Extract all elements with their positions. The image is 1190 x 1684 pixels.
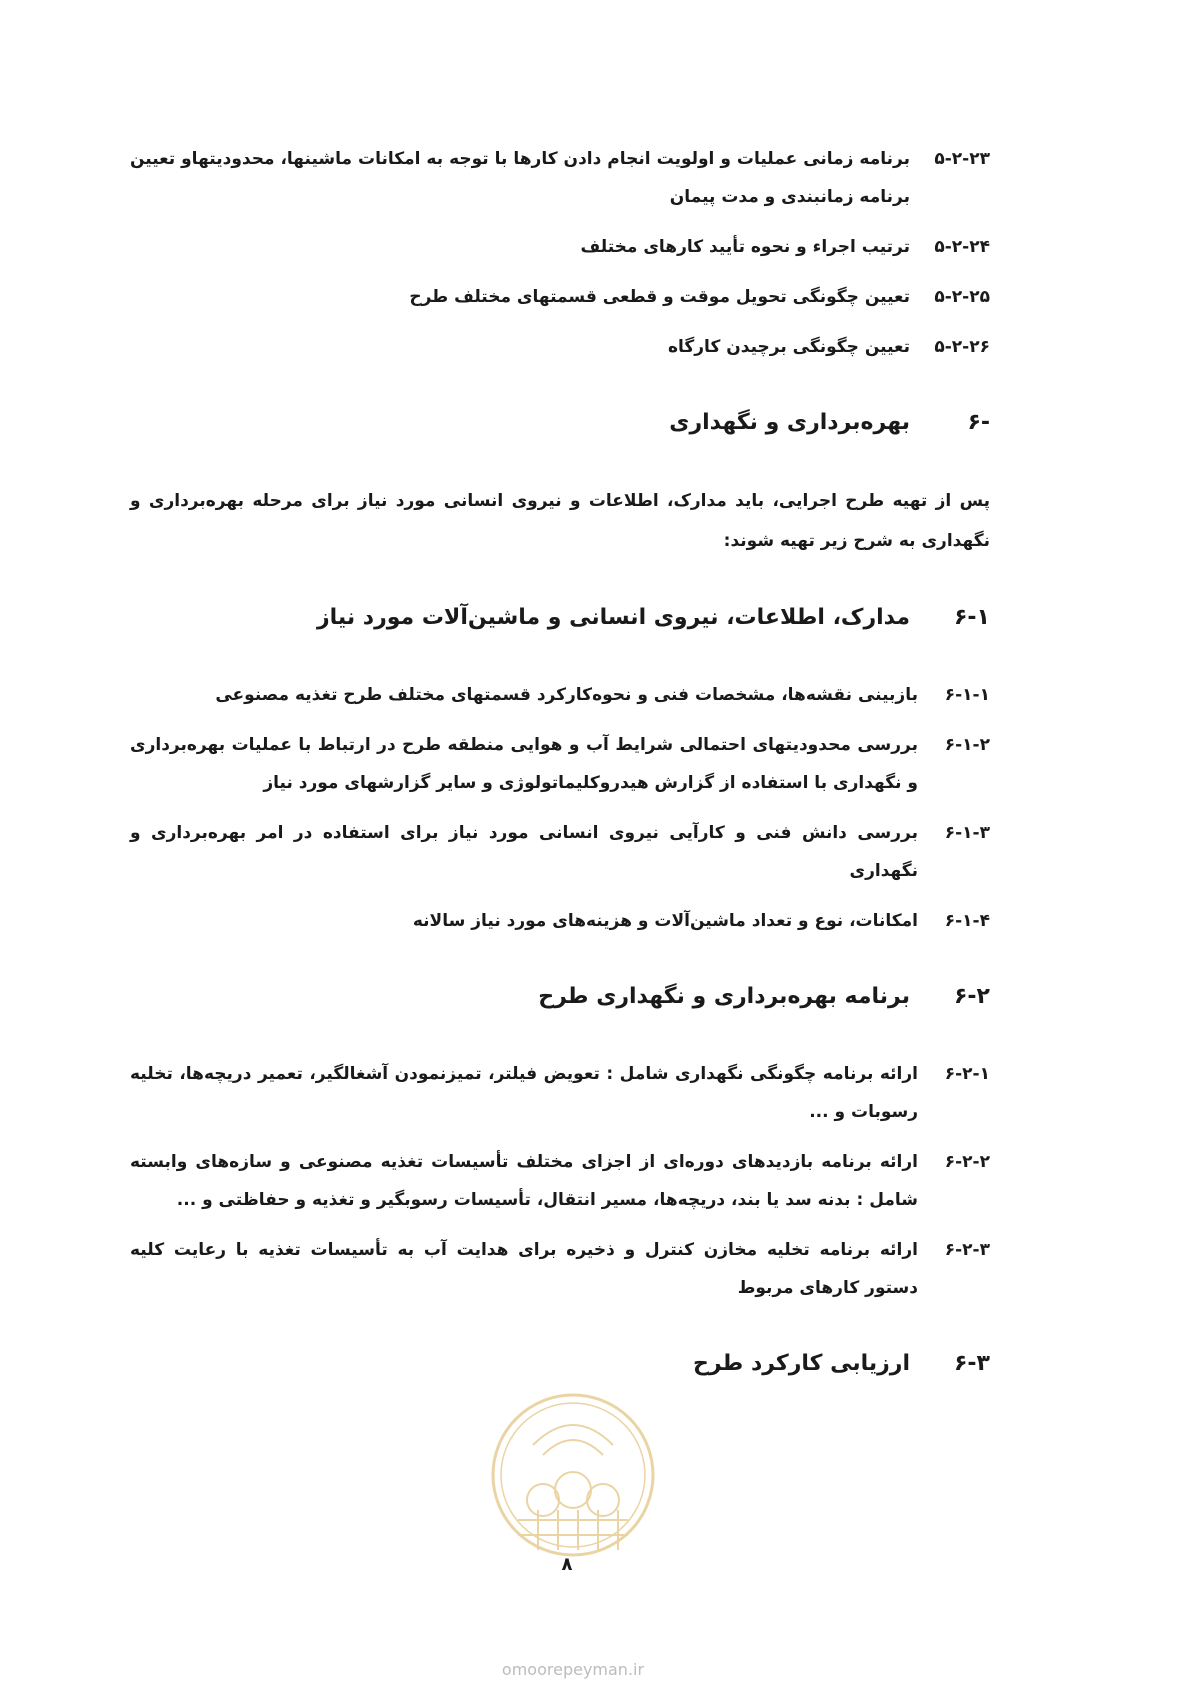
intro-paragraph: پس از تهیه طرح اجرایی، باید مدارک، اطلاعات و نیروی انسانی مورد نیاز برای مرحله بهره‌برداری و نگهداری به شرح زیر تهیه شوند: [130, 491, 990, 551]
section-title: ارزیابی کارکرد طرح [693, 1351, 910, 1376]
section-number: ۶- [967, 410, 990, 435]
section-heading-6-2 [130, 984, 990, 1009]
list-item [130, 814, 990, 890]
section-heading-6-1 [130, 605, 990, 630]
section-heading-6-3 [130, 1351, 990, 1376]
item-number: ۵-۲-۲۵ [934, 287, 990, 307]
list-item [130, 726, 990, 802]
section-number: ۶-۱ [954, 605, 990, 630]
list-item [130, 228, 990, 266]
list-item [130, 1143, 990, 1219]
page-content [130, 140, 990, 1422]
item-text: ارائه برنامه تخلیه مخازن کنترل و ذخیره برای هدایت آب به تأسیسات تغذیه با رعایت کلیه دستور کارهای مربوط [130, 1240, 918, 1298]
item-number: ۵-۲-۲۳ [934, 149, 990, 169]
list-item [130, 328, 990, 366]
item-text: ارائه برنامه چگونگی نگهداری شامل : تعویض فیلتر، تمیزنمودن آشغالگیر، تعمیر دریچه‌ها، تخلیه رسوبات و ... [130, 1064, 918, 1122]
item-text: بررسی دانش فنی و کارآیی نیروی انسانی مورد نیاز برای استفاده در امر بهره‌برداری و نگهداری [130, 823, 918, 881]
item-text: تعیین چگونگی برچیدن کارگاه [667, 337, 910, 357]
item-text: امکانات، نوع و تعداد ماشین‌آلات و هزینه‌های مورد نیاز سالانه [412, 911, 918, 931]
page-number: ۸ [561, 1554, 573, 1575]
list-item [130, 278, 990, 316]
item-text: تعیین چگونگی تحویل موقت و قطعی قسمتهای مختلف طرح [409, 287, 910, 307]
item-number: ۶-۲-۲ [944, 1152, 990, 1172]
watermark-logo-icon [488, 1390, 658, 1560]
item-number: ۶-۲-۱ [944, 1064, 990, 1084]
section-title: مدارک، اطلاعات، نیروی انسانی و ماشین‌آلات مورد نیاز [316, 605, 910, 630]
section-number: ۶-۲ [954, 984, 990, 1009]
item-text: ترتیب اجراء و نحوه تأیید کارهای مختلف [580, 237, 910, 257]
section-heading-6 [130, 410, 990, 435]
list-item [130, 1055, 990, 1131]
item-number: ۵-۲-۲۴ [934, 237, 990, 257]
item-text: بررسی محدودیتهای احتمالی شرایط آب و هوایی منطقه طرح در ارتباط با عملیات بهره‌برداری و نگهداری با استفاده از گزارش هیدروکلیماتولوژی و سایر گزارشهای مورد نیاز [130, 735, 918, 793]
item-text: بازبینی نقشه‌ها، مشخصات فنی و نحوه‌کارکرد قسمتهای مختلف طرح تغذیه مصنوعی [215, 685, 918, 705]
list-item [130, 902, 990, 940]
item-number: ۶-۱-۳ [944, 823, 990, 843]
item-number: ۶-۲-۳ [944, 1240, 990, 1260]
item-number: ۵-۲-۲۶ [934, 337, 990, 357]
item-text: برنامه زمانی عملیات و اولویت انجام دادن کارها با توجه به امکانات ماشینها، محدودیتهاو تعیین برنامه زمانبندی و مدت پیمان [130, 149, 910, 207]
section-number: ۶-۳ [954, 1351, 990, 1376]
list-item [130, 676, 990, 714]
item-number: ۶-۱-۴ [944, 911, 990, 931]
watermark-site: omoorepeyman.ir [501, 1660, 645, 1679]
item-number: ۶-۱-۱ [944, 685, 990, 705]
item-text: ارائه برنامه بازدیدهای دوره‌ای از اجزای مختلف تأسیسات تغذیه مصنوعی و سازه‌های وابسته شامل : بدنه سد یا بند، دریچه‌ها، مسیر انتقال، تأسیسات رسوبگیر و تغذیه و حفاظتی و ... [130, 1152, 918, 1210]
list-item [130, 140, 990, 216]
list-item [130, 1231, 990, 1307]
section-title: برنامه بهره‌برداری و نگهداری طرح [538, 984, 910, 1009]
section-title: بهره‌برداری و نگهداری [669, 410, 910, 435]
item-number: ۶-۱-۲ [944, 735, 990, 755]
